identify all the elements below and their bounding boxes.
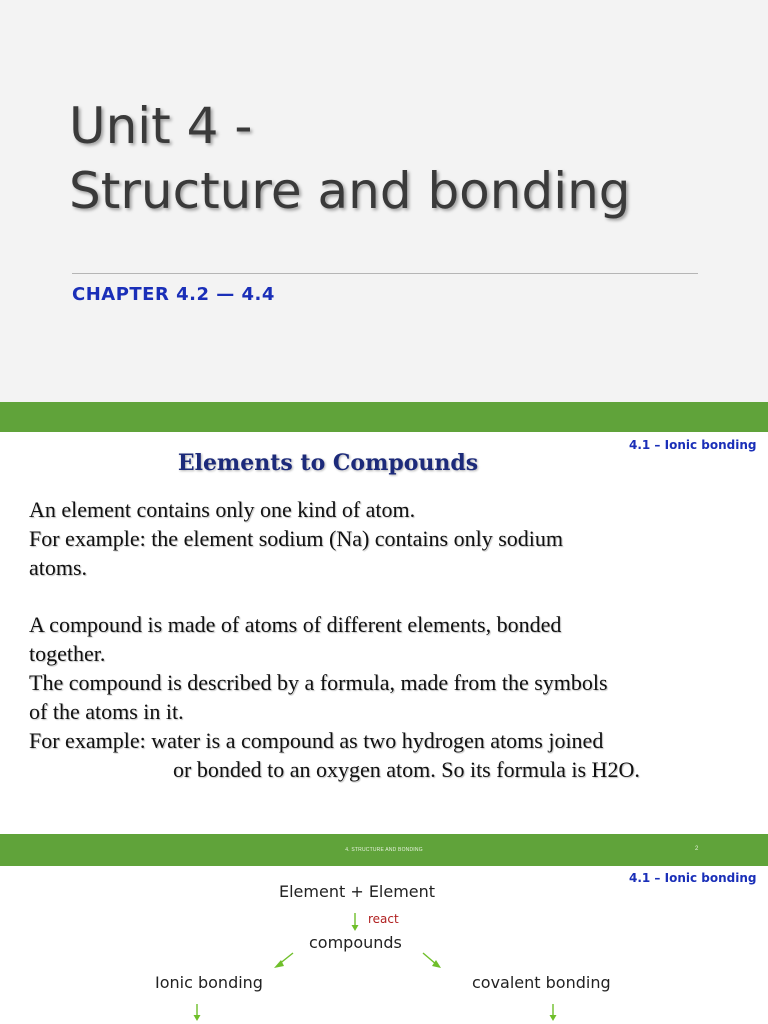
body-line: or bonded to an oxygen atom. So its formula is H2O.	[173, 757, 640, 782]
section-tag: 4.1 – Ionic bonding	[629, 438, 757, 452]
chapter-subtitle: CHAPTER 4.2 — 4.4	[72, 284, 275, 305]
covalent-bonding-label: covalent bonding	[472, 973, 611, 992]
down-arrow-icon	[194, 1004, 201, 1021]
body-line: The compound is described by a formula, made from the symbols	[29, 670, 608, 695]
body-line: together.	[29, 641, 106, 666]
diagonal-arrow-right-icon	[423, 953, 441, 968]
ionic-bonding-label: Ionic bonding	[155, 973, 263, 992]
body-line: An element contains only one kind of atom.	[29, 497, 416, 522]
body-line: For example: the element sodium (Na) contains only sodium	[29, 526, 564, 551]
slide-heading: Elements to Compounds	[177, 450, 479, 476]
body-line: of the atoms in it.	[29, 699, 184, 724]
down-arrow-icon	[352, 913, 359, 931]
element-plus-element-label: Element + Element	[279, 882, 436, 901]
slide-title-line-2: Structure and bonding	[69, 162, 631, 220]
page-number: 2	[695, 846, 699, 852]
section-tag: 4.1 – Ionic bonding	[629, 871, 757, 885]
body-line: atoms.	[29, 555, 88, 580]
body-line: For example: water is a compound as two hydrogen atoms joined	[29, 728, 604, 753]
body-line: A compound is made of atoms of different elements, bonded	[29, 612, 562, 637]
react-label: react	[368, 912, 399, 926]
down-arrow-icon	[550, 1004, 557, 1021]
footer-text: 4. STRUCTURE AND BONDING	[345, 847, 423, 853]
slide-title-line-1: Unit 4 -	[69, 97, 253, 155]
diagonal-arrow-left-icon	[274, 953, 293, 968]
compounds-label: compounds	[309, 933, 402, 952]
